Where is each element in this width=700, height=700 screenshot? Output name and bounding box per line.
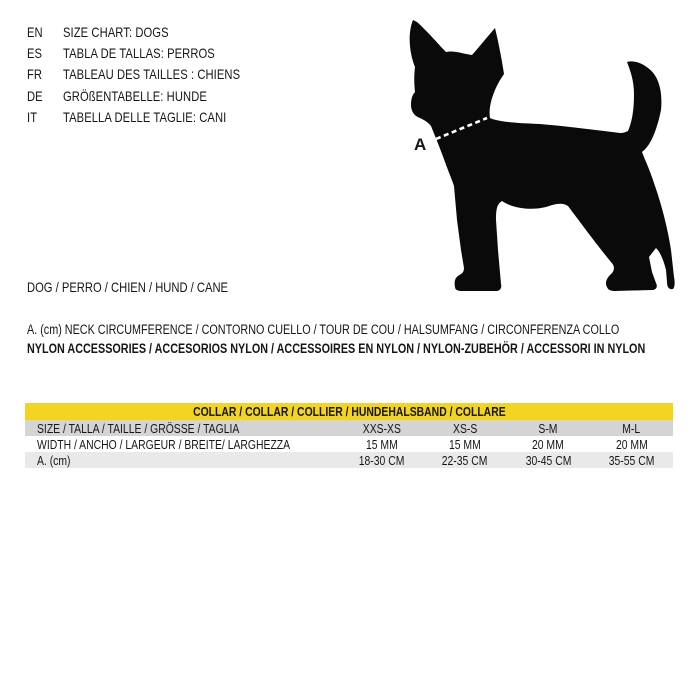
language-row-fr [27,64,284,85]
neck-circumference-note: A. (cm) NECK CIRCUMFERENCE / CONTORNO CUELLO / TOUR DE COU / HALSUMFANG / CIRCONFERENZA COLLO [27,322,620,337]
dog-measurement-diagram [390,10,690,310]
species-caption: DOG / PERRO / CHIEN / HUND / CANE [27,279,228,295]
language-code: IT [27,108,38,125]
language-row-it [27,106,284,127]
width-value: 15 MM [448,436,481,452]
row-label-neck: A. (cm) [37,452,71,468]
width-value: 15 MM [365,436,398,452]
size-value: XS-S [452,420,478,436]
neck-value: 18-30 CM [358,452,405,468]
page-title-es: TABLA DE TALLAS: PERROS [63,44,215,61]
page-title-de: GRÖßENTABELLE: HUNDE [63,87,207,104]
collar-size-table [25,403,673,468]
table-title: COLLAR / COLLAR / COLLIER / HUNDEHALSBAND / COLLARE [192,404,506,419]
measure-point-label: A [414,135,427,154]
language-row-de [27,85,284,106]
table-header-collar [25,403,673,420]
language-code: EN [27,23,43,40]
language-code: ES [27,44,43,61]
language-row-es [27,42,284,63]
size-value: S-M [538,420,558,436]
language-title-list [27,21,284,127]
language-code: FR [27,66,43,83]
language-code: DE [27,87,43,104]
neck-value: 22-35 CM [442,452,488,468]
page-title-fr: TABLEAU DES TAILLES : CHIENS [63,66,241,83]
nylon-accessories-note: NYLON ACCESSORIES / ACCESORIOS NYLON / ACCESSOIRES EN NYLON / NYLON-ZUBEHÖR / ACCESSORI IN NYLON [27,341,646,356]
language-row-en [27,21,284,42]
table-row-width [25,436,673,452]
table-row-neck-circumference [25,452,673,468]
neck-value: 35-55 CM [608,452,655,468]
width-value: 20 MM [615,436,648,452]
neck-value: 30-45 CM [525,452,571,468]
page-title-it: TABELLA DELLE TAGLIE: CANI [63,108,227,125]
row-label-size: SIZE / TALLA / TAILLE / GRÖSSE / TAGLIA [37,420,240,436]
row-label-width: WIDTH / ANCHO / LARGEUR / BREITE/ LARGHEZZA [37,436,291,452]
page-title: SIZE CHART: DOGS [63,23,169,40]
chihuahua-silhouette-icon [410,20,675,291]
size-value: XXS-XS [362,420,401,436]
width-value: 20 MM [532,436,565,452]
size-value: M-L [622,420,641,436]
table-row-size [25,420,673,436]
